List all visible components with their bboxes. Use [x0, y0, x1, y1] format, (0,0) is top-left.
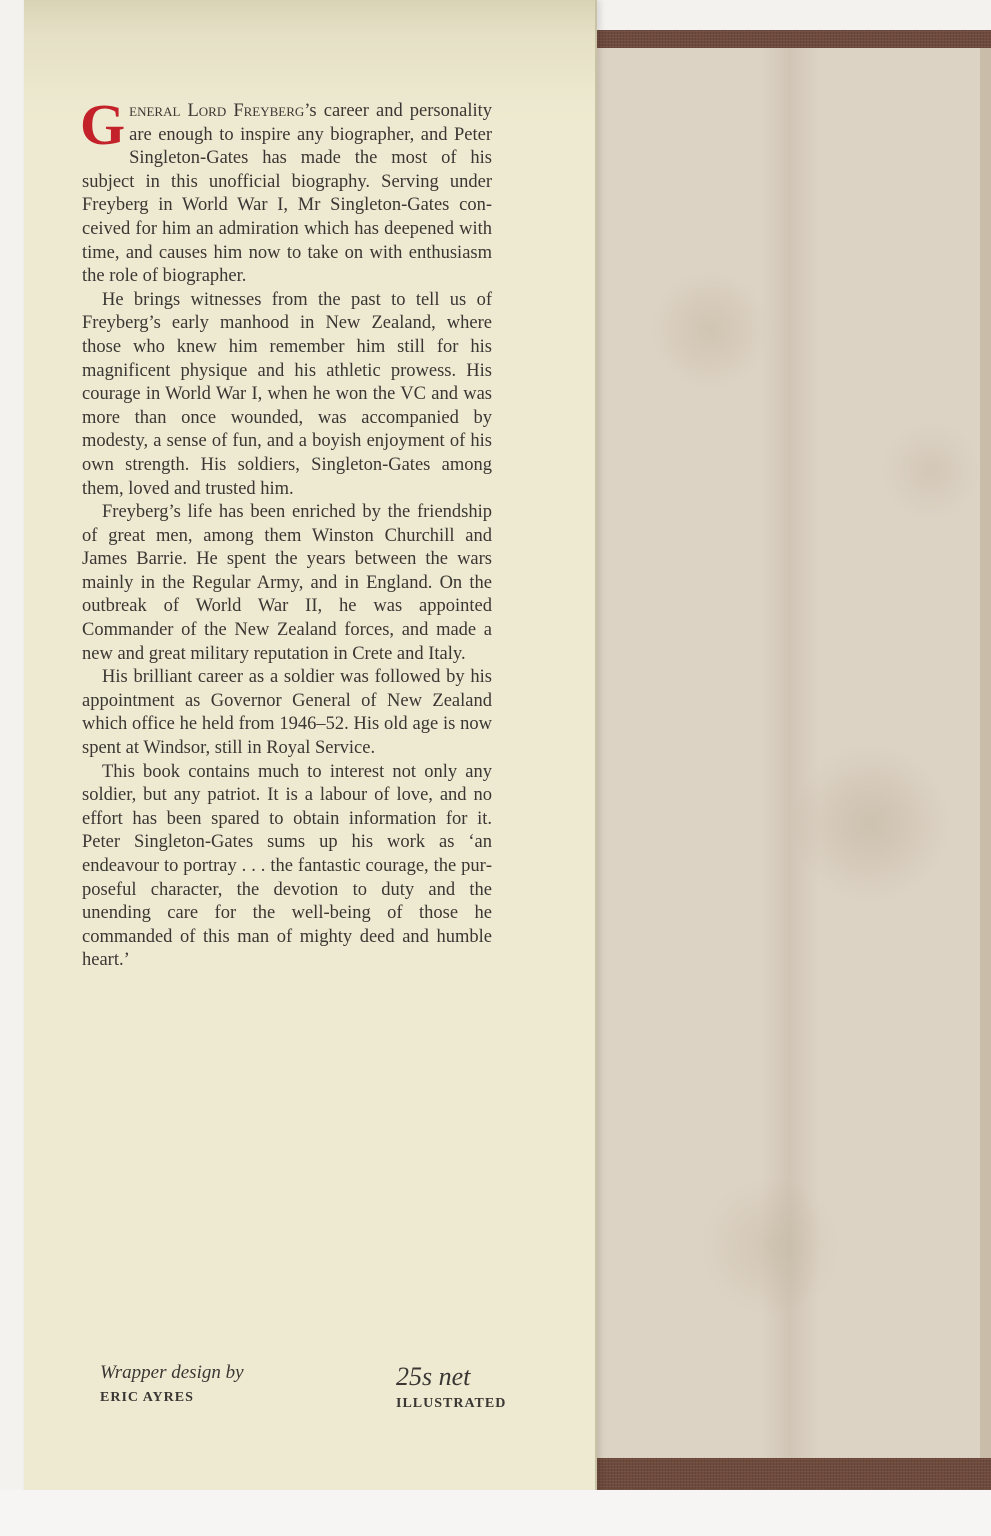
- credit-name: ERIC AYRES: [100, 1390, 194, 1405]
- paragraph-1-text: ’s career and personality are enough to inspire any biographer, and Peter Singleton-Gates has made the most of his subject in this unofficial biography. Serving under Freyberg in World War I, Mr Singleton-Gates conceived for him an admiration which has deepened with time, and causes him now to take on with enthusiasm the role of biographer.: [82, 101, 492, 287]
- blurb-paragraph-5: This book contains much to interest not only any soldier, but any patriot. It is a labour of love, and no effort has been spared to obtain information for it. Peter Singleton-Gates sums up his work as ‘an endeavour to portray . . . the fantastic courage, the purposeful character, the devotion to duty and the unending care for the well-being of those he commanded of this man of mighty deed and humble heart.’: [82, 761, 492, 971]
- blurb-paragraph-4: His brilliant career as a soldier was followed by his appointment as Governor General of New Zealand which office he held from 1946–52. His old age is now spent at Windsor, still in Royal Service.: [82, 667, 492, 759]
- blurb-paragraph-1: [80, 92, 492, 289]
- design-credit: [100, 1362, 244, 1406]
- price-note: ILLUSTRATED: [396, 1396, 507, 1411]
- endpaper-edge: [980, 48, 991, 1458]
- blurb-text: [80, 92, 492, 973]
- drop-cap: G: [80, 92, 126, 157]
- lead-small-caps: eneral Lord Freyberg: [129, 101, 305, 121]
- jacket-flap: [24, 0, 597, 1520]
- credit-label: Wrapper design by: [100, 1362, 244, 1383]
- flap-top-wear: [24, 0, 595, 90]
- price: 25s net: [396, 1362, 471, 1391]
- price-block: [396, 1362, 506, 1412]
- endpaper-fold: [760, 48, 820, 1458]
- surface: [0, 1490, 991, 1536]
- blurb-paragraph-2: He brings witnesses from the past to tell us of Freyberg’s early manhood in New Zealand, where those who knew him remember him still for his magnificent physique and his athletic prowess. His courage in World War I, when he won the VC and was more than once wounded, was accompanied by modesty, a sense of fun, and a boyish enjoyment of his own strength. His soldiers, Singleton-Gates among them, loved and trusted him.: [82, 289, 492, 499]
- blurb-paragraph-3: Freyberg’s life has been enriched by the friendship of great men, among them Winston Churchill and James Barrie. He spent the years between the wars mainly in the Regular Army, and in England. On the outbreak of World War II, he was appointed Commander of the New Zealand forces, and made a new and great military reputation in Crete and Italy.: [82, 502, 492, 664]
